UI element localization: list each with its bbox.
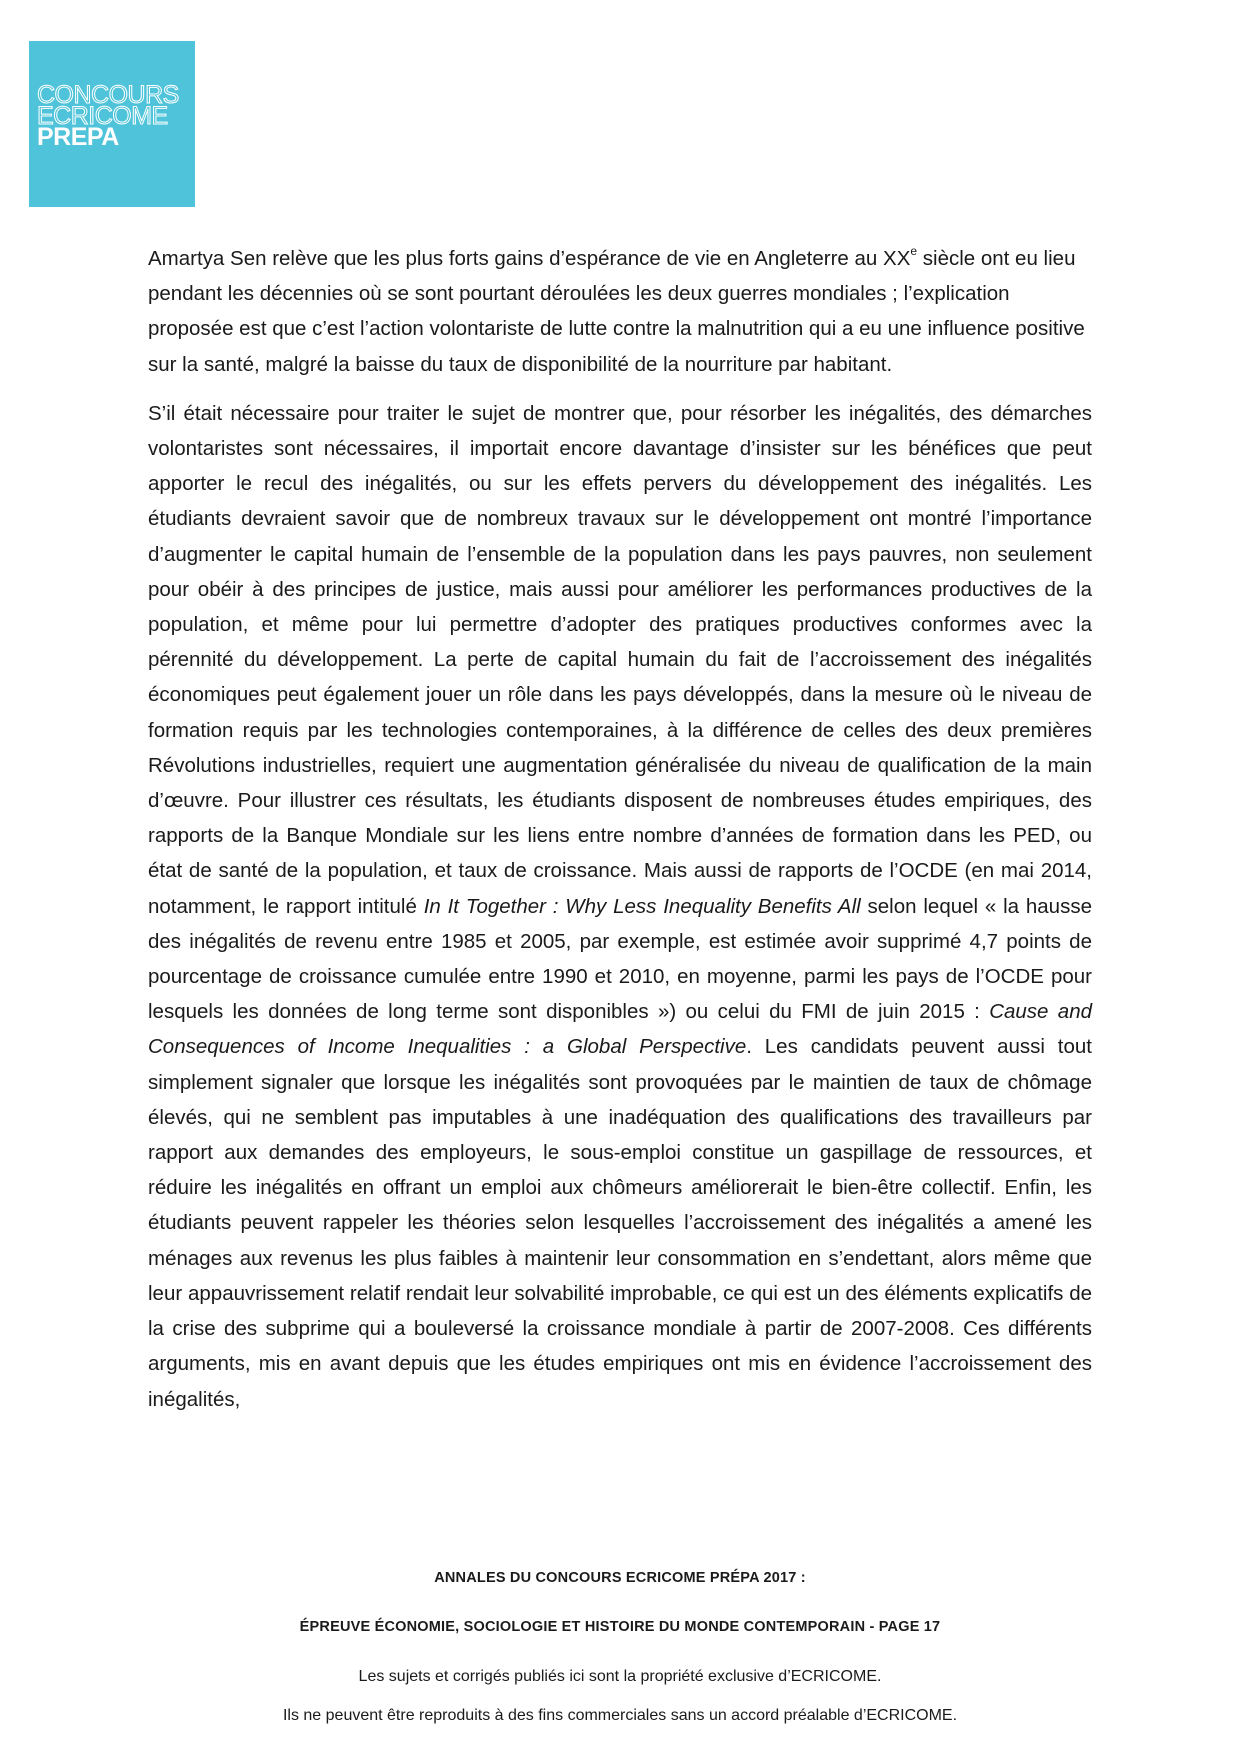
- footer-epreuve-page: ÉPREUVE ÉCONOMIE, SOCIOLOGIE ET HISTOIRE DU MONDE CONTEMPORAIN - PAGE 17: [299, 1619, 941, 1635]
- para1-text-start: Amartya Sen relève que les plus forts gains d’espérance de vie en Angleterre au XX: [148, 247, 911, 270]
- footer-annales: ANNALES DU CONCOURS ECRICOME PRÉPA 2017 :: [434, 1570, 806, 1586]
- ecricome-logo: [29, 41, 195, 207]
- paragraph-amartya-sen: [148, 241, 1092, 382]
- paragraph-inegalites: [148, 396, 1092, 1417]
- footer-reproduction-notice: Ils ne peuvent être reproduits à des fins commerciales sans un accord préalable d’ECRICOME.: [282, 1707, 958, 1724]
- logo-line-prepa: PREPA: [37, 123, 119, 151]
- para2-text-start: S’il était nécessaire pour traiter le sujet de montrer que, pour résorber les inégalités, des démarches volontaristes sont nécessaires, il importait encore davantage d’insister sur les bénéfices que peut apporter le recul des inégalités, ou sur les effets pervers du développement des inégalités. Les étudiants devraient savoir que de nombreux travaux sur le développement ont montré l’importance d’augmenter le capital humain de l’ensemble de la population dans les pays pauvres, non seulement pour obéir à des principes de justice, mais aussi pour améliorer les performances productives de la population, et même pour lui permettre d’adopter des pratiques productives conformes avec la pérennité du développement. La perte de capital humain du fait de l’accroissement des inégalités économiques peut également jouer un rôle dans les pays développés, dans la mesure où le niveau de formation requis par les technologies contemporaines, à la différence de celles des deux premières Révolutions industrielles, requiert une augmentation généralisée du niveau de qualification de la main d’œuvre. Pour illustrer ces résultats, les étudiants disposent de nombreuses études empiriques, des rapports de la Banque Mondiale sur les liens entre nombre d’années de formation dans les PED, ou état de santé de la population, et taux de croissance. Mais aussi de rapports de l’OCDE (en mai 2014, notamment, le rapport intitulé: [148, 401, 1092, 918]
- logo-line-ecricome: ECRICOME: [37, 102, 168, 130]
- century-superscript: e: [910, 244, 918, 259]
- ocde-report-title: In It Together : Why Less Inequality Benefits All: [423, 894, 861, 918]
- para1-text-end: siècle ont eu lieu pendant les décennies où se sont pourtant déroulées les deux guerres mondiales ; l’explication proposée est que c’est l’action volontariste de lutte contre la malnutrition qui a eu une influence positive sur la santé, malgré la baisse du taux de disponibilité de la nourriture par habitant.: [148, 247, 1085, 376]
- footer-copyright-notice: Les sujets et corrigés publiés ici sont la propriété exclusive d’ECRICOME.: [358, 1668, 882, 1685]
- para2-text-middle: selon lequel « la hausse des inégalités de revenu entre 1985 et 2005, par exemple, est estimée avoir supprimé 4,7 points de pourcentage de croissance cumulée entre 1990 et 2010, en moyenne, parmi les pays de l’OCDE pour lesquels les données de long terme sont disponibles ») ou celui du FMI de juin 2015 :: [148, 894, 1092, 1024]
- logo-line-concours: CONCOURS: [37, 81, 179, 109]
- fmi-report-title: Cause and Consequences of Income Inequalities : a Global Perspective: [148, 1000, 1092, 1059]
- document-body: [148, 241, 1092, 1417]
- para2-text-end: . Les candidats peuvent aussi tout simplement signaler que lorsque les inégalités sont provoquées par le maintien de taux de chômage élevés, qui ne semblent pas imputables à une inadéquation des qualifications des travailleurs par rapport aux demandes des employeurs, le sous-emploi constitue un gaspillage de ressources, et réduire les inégalités en offrant un emploi aux chômeurs améliorerait le bien-être collectif. Enfin, les étudiants peuvent rappeler les théories selon lesquelles l’accroissement des inégalités a amené les ménages aux revenus les plus faibles à maintenir leur consommation en s’endettant, alors même que leur appauvrissement relatif rendait leur solvabilité improbable, ce qui est un des éléments explicatifs de la crise des subprime qui a bouleversé la croissance mondiale à partir de 2007-2008. Ces différents arguments, mis en avant depuis que les études empiriques ont mis en évidence l’accroissement des inégalités,: [148, 1035, 1093, 1411]
